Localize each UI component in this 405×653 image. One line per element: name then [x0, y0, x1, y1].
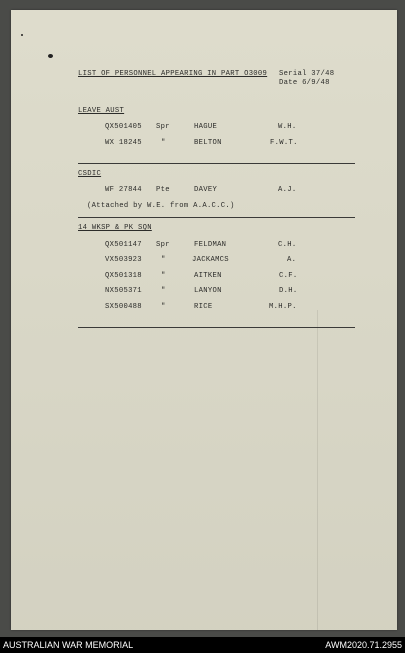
- document-date: Date 6/9/48: [279, 79, 330, 87]
- surname: BELTON: [194, 139, 222, 147]
- rank: ": [161, 139, 166, 147]
- section-heading: 14 WKSP & PK SQN: [78, 224, 152, 232]
- initials: A.: [287, 256, 297, 264]
- archive-footer: [0, 637, 405, 653]
- initials: F.W.T.: [270, 139, 298, 147]
- initials: A.J.: [278, 186, 297, 194]
- surname: JACKAMCS: [192, 256, 229, 264]
- initials: W.H.: [278, 123, 297, 131]
- service-number: VX503923: [105, 256, 142, 264]
- service-number: NX505371: [105, 287, 142, 295]
- rank: Spr: [156, 123, 170, 131]
- rank: ": [161, 272, 166, 280]
- document-page: [11, 10, 397, 630]
- ink-speck: [48, 54, 53, 58]
- service-number: WF 27844: [105, 186, 142, 194]
- paper-fold: [317, 310, 318, 630]
- service-number: QX501318: [105, 272, 142, 280]
- attachment-note: (Attached by W.E. from A.A.C.C.): [87, 202, 235, 210]
- catalogue-id: AWM2020.71.2955: [325, 640, 402, 650]
- service-number: SX500488: [105, 303, 142, 311]
- rank: ": [161, 256, 166, 264]
- initials: M.H.P.: [269, 303, 297, 311]
- section-heading: CSDIC: [78, 170, 102, 178]
- surname: FELDMAN: [194, 241, 227, 249]
- surname: DAVEY: [194, 186, 218, 194]
- ink-speck: [21, 34, 23, 36]
- institution-name: AUSTRALIAN WAR MEMORIAL: [3, 640, 134, 650]
- rank: Pte: [156, 186, 170, 194]
- service-number: WX 18245: [105, 139, 142, 147]
- document-title: LIST OF PERSONNEL APPEARING IN PART O3009: [78, 70, 268, 78]
- surname: LANYON: [194, 287, 222, 295]
- initials: C.H.: [278, 241, 297, 249]
- serial-number: Serial 37/48: [279, 70, 335, 78]
- surname: AITKEN: [194, 272, 222, 280]
- surname: HAGUE: [194, 123, 218, 131]
- service-number: QX501405: [105, 123, 142, 131]
- rank: Spr: [156, 241, 170, 249]
- initials: D.H.: [279, 287, 298, 295]
- rank: ": [161, 287, 166, 295]
- rank: ": [161, 303, 166, 311]
- section-divider: [78, 327, 355, 328]
- section-divider: [78, 163, 355, 164]
- surname: RICE: [194, 303, 213, 311]
- service-number: QX501147: [105, 241, 142, 249]
- section-heading: LEAVE AUST: [78, 107, 125, 115]
- initials: C.F.: [279, 272, 298, 280]
- section-divider: [78, 217, 355, 218]
